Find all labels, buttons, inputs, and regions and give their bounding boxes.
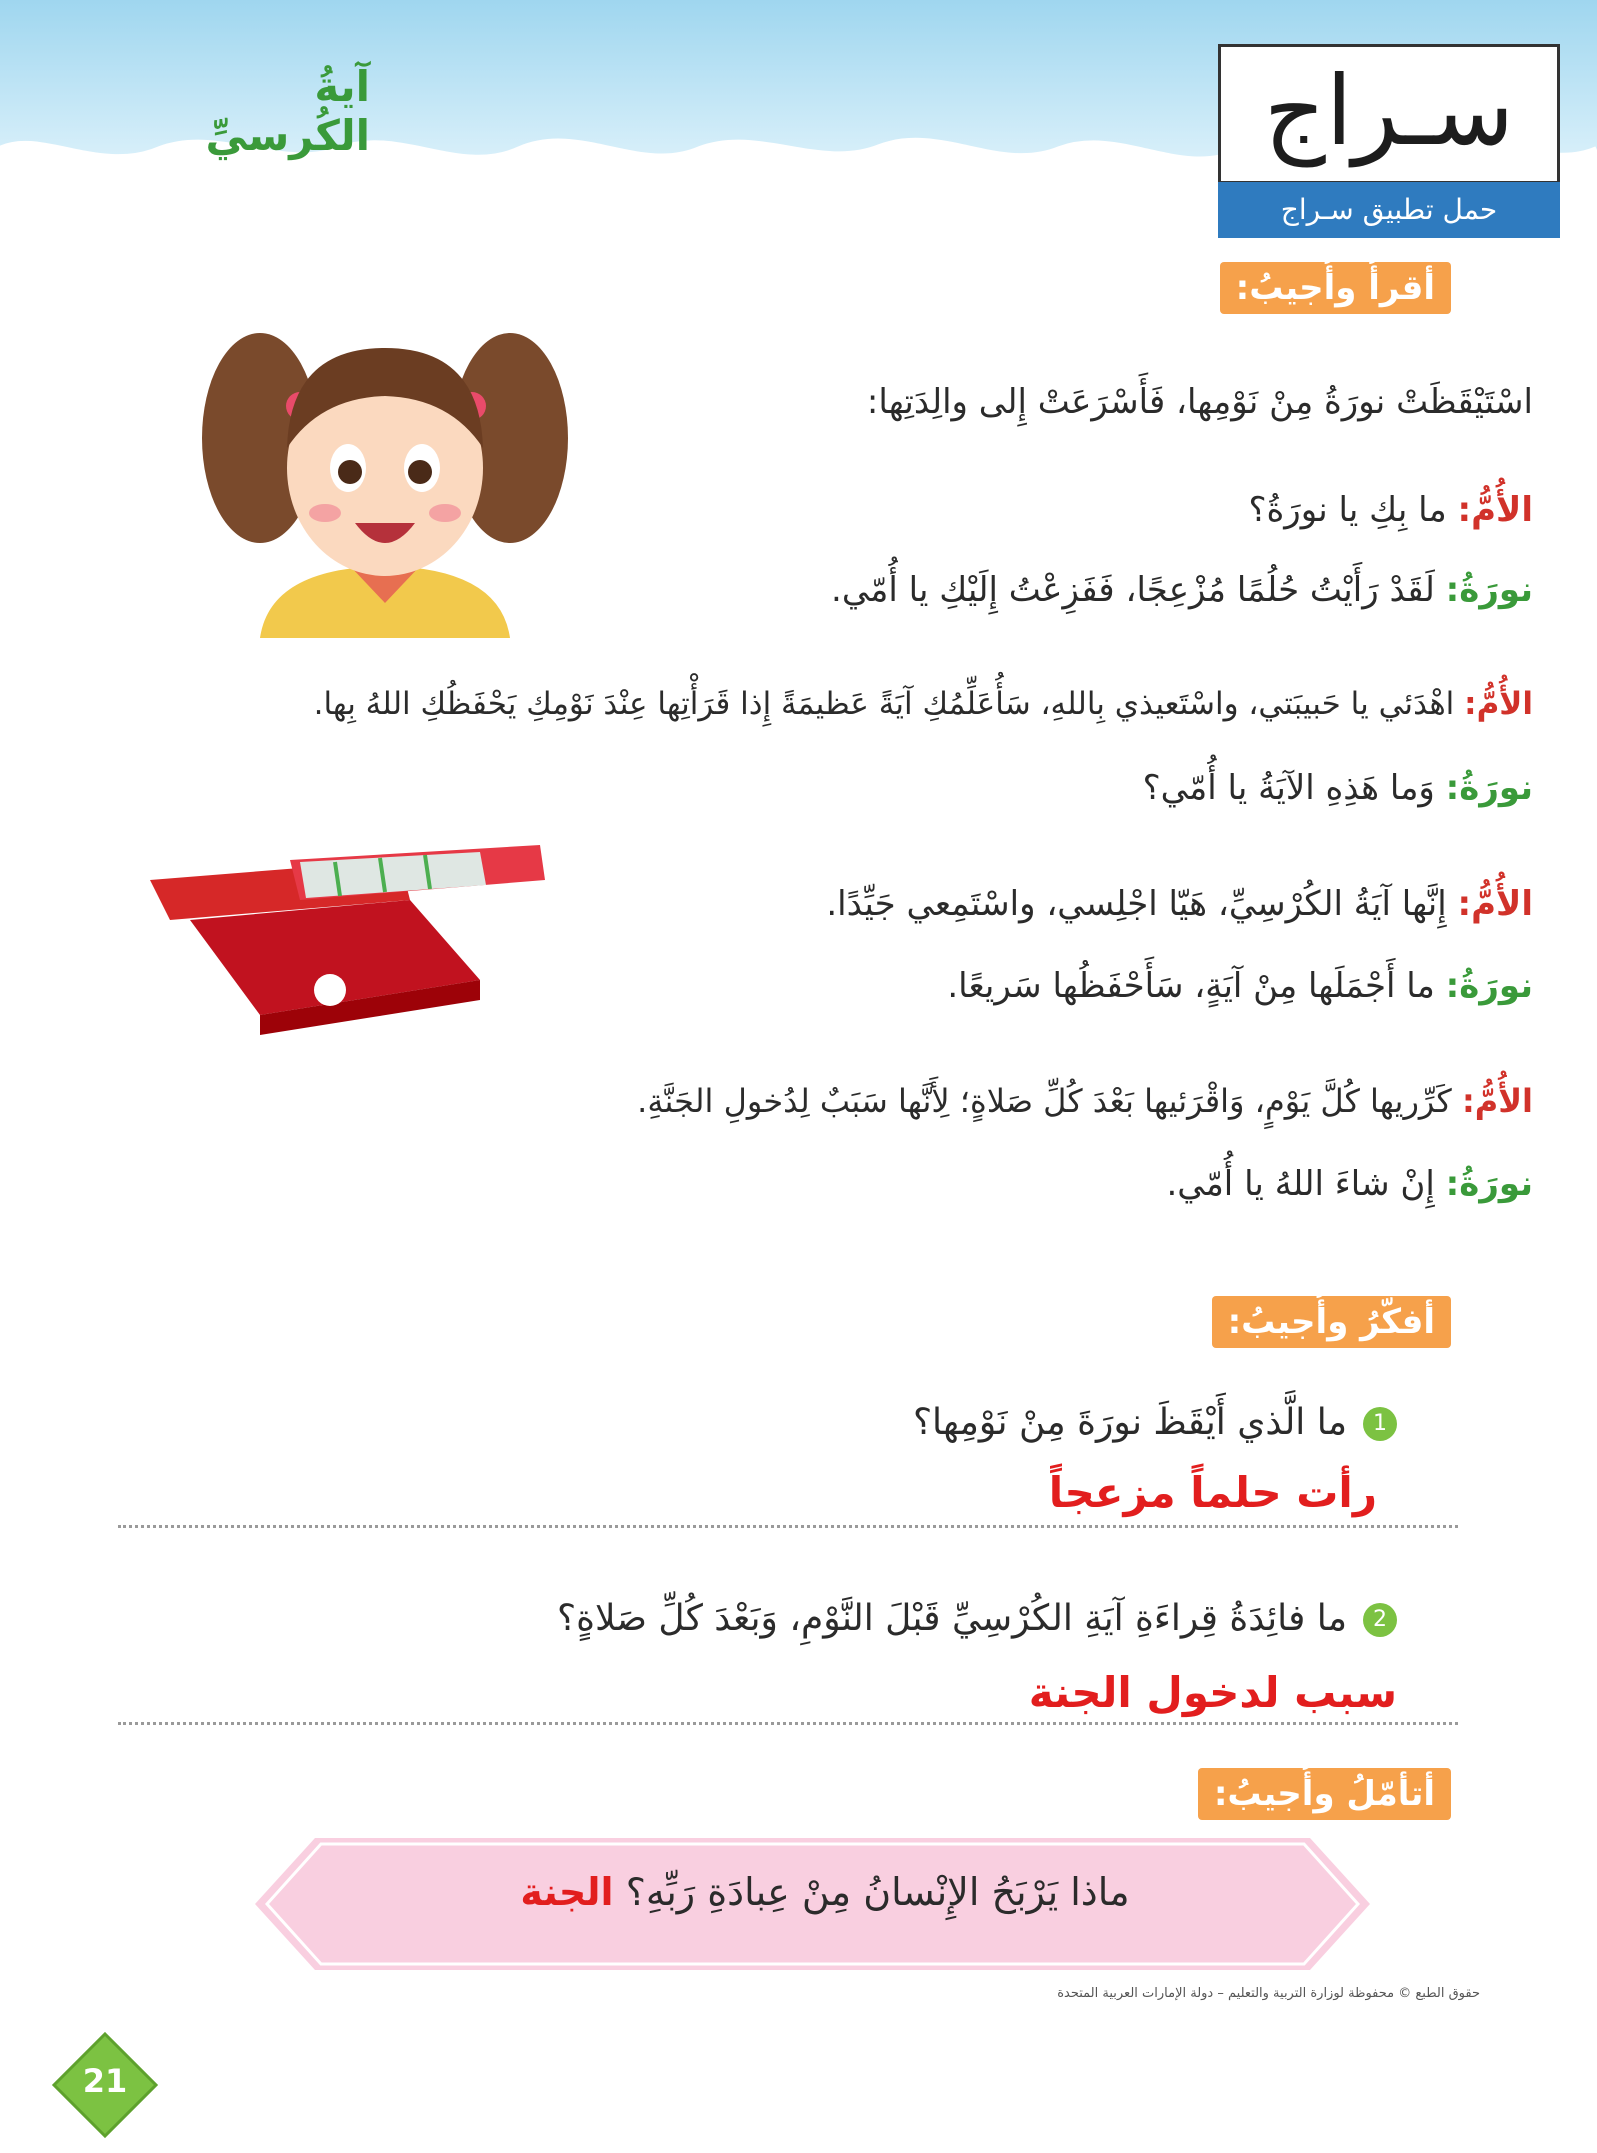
- speaker-noura: نورَةُ:: [1445, 966, 1533, 1006]
- question-number: 1: [1363, 1407, 1397, 1441]
- speaker-noura: نورَةُ:: [1445, 768, 1533, 808]
- answer-text[interactable]: سبب لدخول الجنة: [1028, 1668, 1397, 1717]
- section-read-tag: أقرأُ وأُجيبُ:: [1220, 262, 1451, 314]
- speaker-noura: نورَةُ:: [1445, 570, 1533, 610]
- speaker-mother: الأُمُّ:: [1457, 490, 1533, 530]
- question-line: [557, 1598, 1397, 1639]
- answer-dotted-line: [118, 1525, 1458, 1528]
- speaker-mother: الأُمُّ:: [1457, 884, 1533, 924]
- story-intro: اسْتَيْقَظَتْ نورَةُ مِنْ نَوْمِها، فَأَسْرَعَتْ إِلى والِدَتِها:: [866, 382, 1533, 422]
- dialogue-line: [1248, 490, 1533, 530]
- dialogue-line: [637, 1082, 1533, 1120]
- quran-stand-illustration: [150, 840, 550, 1040]
- dialogue-text: اهْدَئي يا حَبيبَتي، واسْتَعيذي بِاللهِ، سَأُعَلِّمُكِ آيَةً عَظيمَةً إِذا قَرَأْتِها عِنْدَ نَوْمِكِ يَحْفَظُكِ اللهُ بِها.: [313, 686, 1455, 722]
- dialogue-line: [1143, 768, 1533, 808]
- logo-caption: حمل تطبيق سـراج: [1218, 182, 1560, 238]
- dialogue-line: [947, 966, 1533, 1006]
- dialogue-text: ما بِكِ يا نورَةُ؟: [1248, 490, 1447, 530]
- copyright-note: حقوق الطبع © محفوظة لوزارة التربية والتعليم – دولة الإمارات العربية المتحدة: [1057, 1986, 1480, 2001]
- dialogue-line: [831, 570, 1533, 610]
- girl-illustration: [190, 318, 580, 638]
- dialogue-text: لَقَدْ رَأَيْتُ حُلُمًا مُزْعِجًا، فَفَزِعْتُ إِلَيْكِ يا أُمّي.: [831, 570, 1435, 610]
- dialogue-text: إِنْ شاءَ اللهُ يا أُمّي.: [1166, 1164, 1435, 1204]
- reflect-answer[interactable]: الجنة: [520, 1870, 614, 1914]
- speaker-mother: الأُمُّ:: [1461, 1082, 1533, 1120]
- logo-word: سـراج: [1263, 55, 1515, 167]
- question-line: [913, 1402, 1397, 1443]
- dialogue-text: وَما هَذِهِ الآيَةُ يا أُمّي؟: [1142, 768, 1435, 808]
- logo-box: [1218, 44, 1560, 184]
- speaker-mother: الأُمُّ:: [1464, 686, 1533, 722]
- dialogue-text: ما أَجْمَلَها مِنْ آيَةٍ، سَأَحْفَظُها سَريعًا.: [947, 966, 1435, 1006]
- dialogue-text: كَرِّريها كُلَّ يَوْمٍ، وَاقْرَئيها بَعْدَ كُلِّ صَلاةٍ؛ لِأَنَّها سَبَبٌ لِدُخولِ الجَنَّةِ.: [637, 1082, 1452, 1120]
- question-text: ما الَّذي أَيْقَظَ نورَةَ مِنْ نَوْمِها؟: [912, 1402, 1347, 1443]
- chapter-title: آيةُ الكُرسيِّ: [205, 62, 370, 160]
- answer-text[interactable]: رأت حلماً مزعجاً: [1048, 1468, 1377, 1517]
- dialogue-line: [826, 884, 1533, 924]
- speaker-noura: نورَةُ:: [1445, 1164, 1533, 1204]
- section-reflect-tag: أتأمّلُ وأُجيبُ:: [1198, 1768, 1451, 1820]
- siraj-app-logo[interactable]: [1218, 44, 1558, 244]
- dialogue-line: [314, 686, 1533, 722]
- dialogue-text: إِنَّها آيَةُ الكُرْسِيِّ، هَيّا اجْلِسي، واسْتَمِعي جَيِّدًا.: [826, 884, 1447, 924]
- section-think-tag: أفكّرُ وأُجيبُ:: [1212, 1296, 1451, 1348]
- reflect-question-line: [300, 1870, 1350, 1914]
- page-number: 21: [82, 2062, 128, 2100]
- question-number: 2: [1363, 1603, 1397, 1637]
- dialogue-line: [1166, 1164, 1533, 1204]
- answer-dotted-line: [118, 1722, 1458, 1725]
- reflect-question: ماذا يَرْبَحُ الإِنْسانُ مِنْ عِبادَةِ رَبِّهِ؟: [625, 1870, 1130, 1914]
- question-text: ما فائِدَةُ قِراءَةِ آيَةِ الكُرْسِيِّ قَبْلَ النَّوْمِ، وَبَعْدَ كُلِّ صَلاةٍ؟: [556, 1598, 1347, 1639]
